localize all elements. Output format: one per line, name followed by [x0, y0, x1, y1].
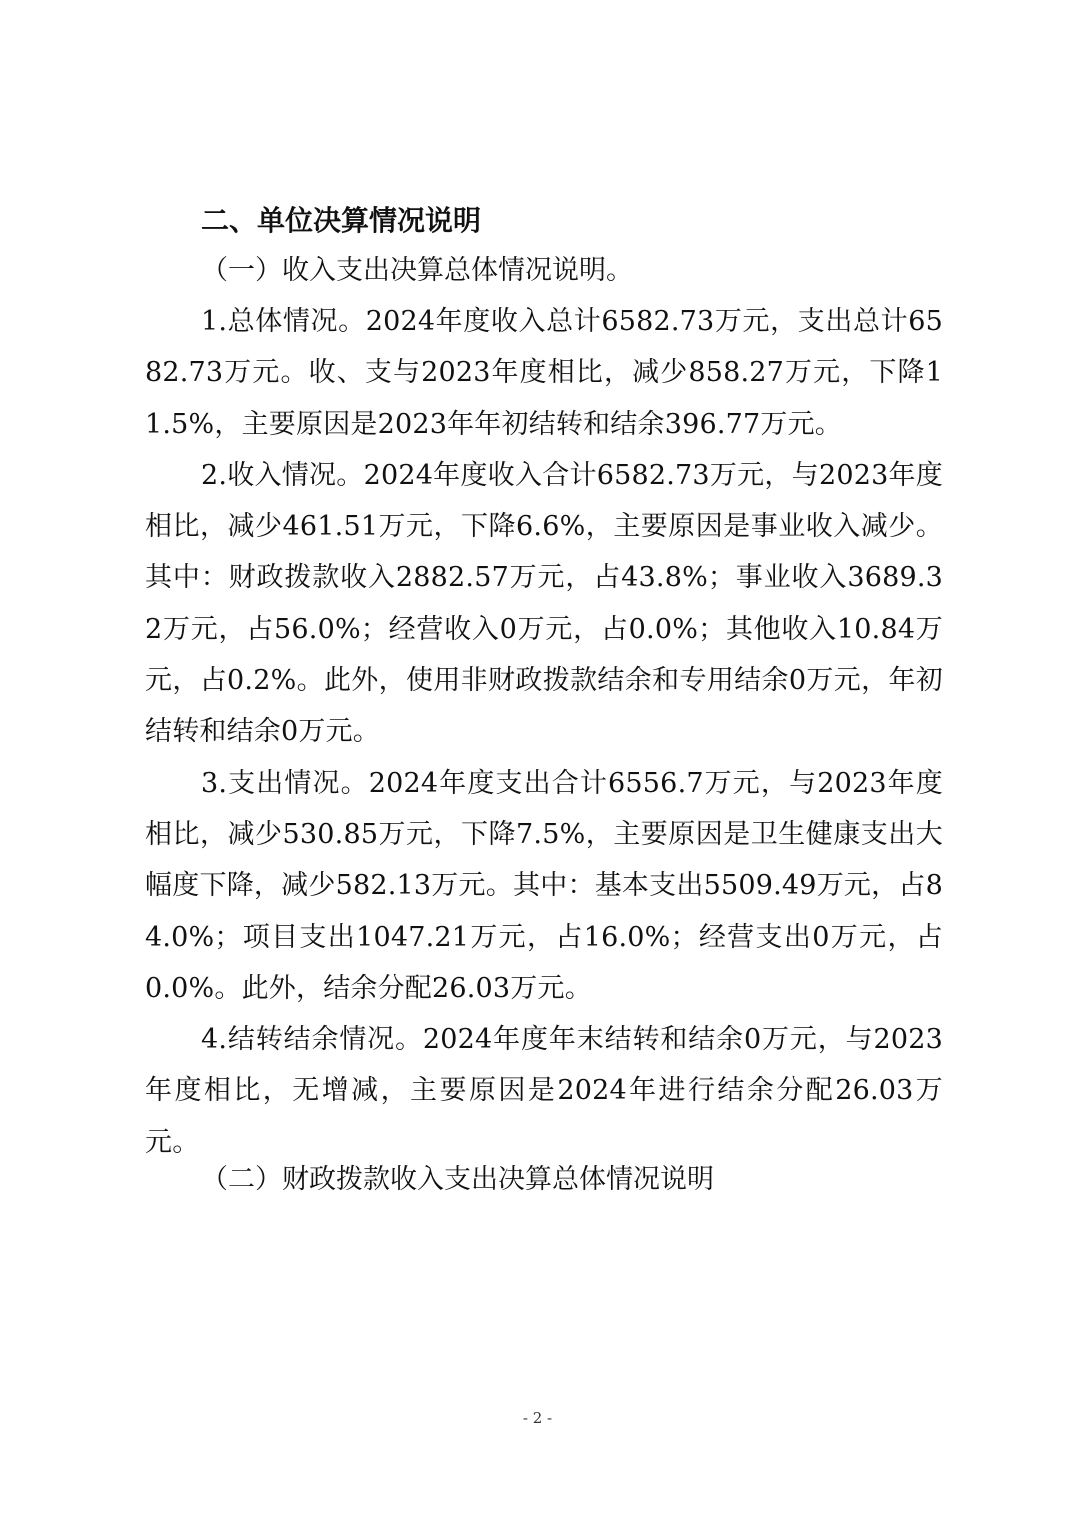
- paragraph-expenditure: 3.支出情况。2024年度支出合计6556.7万元，与2023年度相比，减少530.85万元，下降7.5%，主要原因是卫生健康支出大幅度下降，减少582.13万元。其中：基本支出5509.49万元，占84.0%；项目支出1047.21万元，占16.0%；经营支出0万元，占0.0%。此外，结余分配26.03万元。: [145, 767, 943, 1004]
- page-content: [145, 196, 943, 1168]
- paragraph-income: 2.收入情况。2024年度收入合计6582.73万元，与2023年度相比，减少461.51万元，下降6.6%，主要原因是事业收入减少。其中：财政拨款收入2882.57万元，占43.8%；事业收入3689.32万元，占56.0%；经营收入0万元，占0.0%；其他收入10.84万元，占0.2%。此外，使用非财政拨款结余和专用结余0万元，年初结转和结余0万元。: [145, 459, 943, 748]
- page-number: - 2 -: [522, 1409, 553, 1427]
- paragraph-carryover: 4.结转结余情况。2024年度年末结转和结余0万元，与2023年度相比，无增减，主要原因是2024年进行结余分配26.03万元。: [145, 1024, 943, 1158]
- section-title: 二、单位决算情况说明: [201, 204, 482, 237]
- subsection-title-2: （二）财政拨款收入支出决算总体情况说明: [201, 1164, 714, 1195]
- subsection-title-1: （一）收入支出决算总体情况说明。: [201, 255, 633, 286]
- paragraph-overall: 1.总体情况。2024年度收入总计6582.73万元，支出总计6582.73万元。收、支与2023年度相比，减少858.27万元，下降11.5%，主要原因是2023年年初结转和结余396.77万元。: [145, 306, 943, 440]
